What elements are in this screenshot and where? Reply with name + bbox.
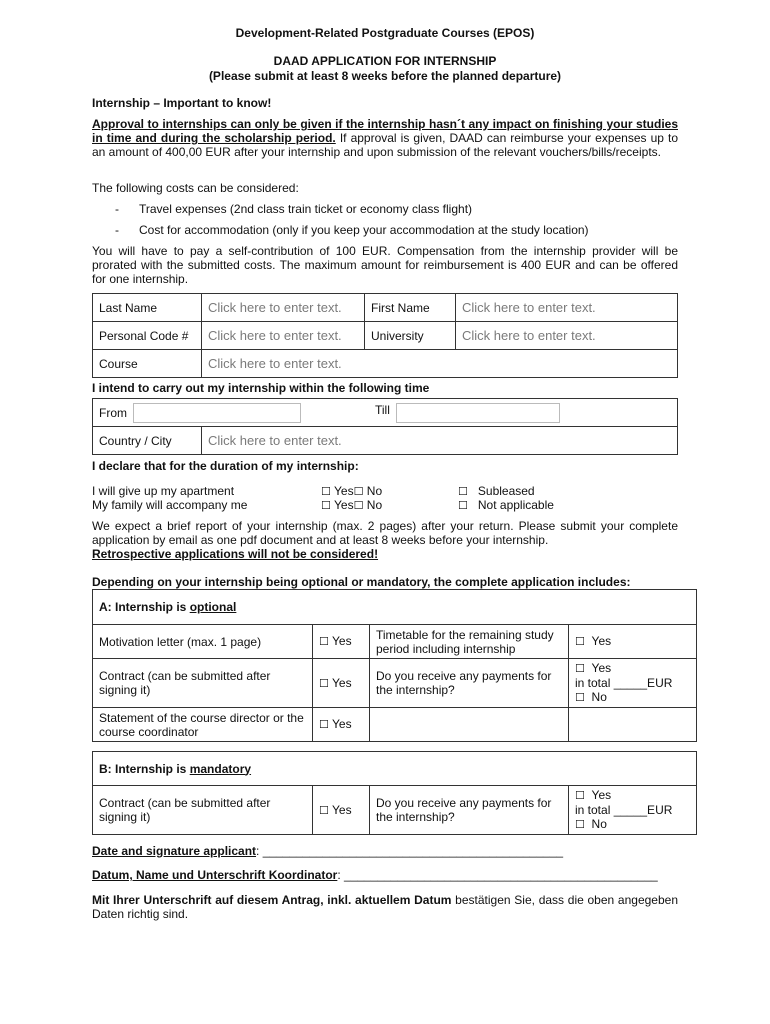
country-city-field[interactable]: Click here to enter text. xyxy=(202,427,678,455)
empty-cell-1 xyxy=(370,708,569,742)
payments-b-yes-label: Yes xyxy=(591,788,612,802)
time-heading: I intend to carry out my internship within the following time xyxy=(92,381,430,395)
family-no-checkbox[interactable]: ☐ xyxy=(353,499,364,512)
report-paragraph: We expect a brief report of your internship (max. 2 pages) after your return. Please submit your complete application by email as one pdf document and at least 8 weeks before your internship. xyxy=(92,519,678,547)
timetable-yes-checkbox[interactable]: ☐ xyxy=(575,635,585,648)
payments-a-no-checkbox[interactable]: ☐ xyxy=(575,691,585,704)
payments-b-no-checkbox[interactable]: ☐ xyxy=(575,818,585,831)
coordinator-signature-row xyxy=(92,868,658,882)
motivation-yes-label: Yes xyxy=(332,634,352,648)
section-b-title xyxy=(93,752,697,786)
motivation-yes-cell xyxy=(313,625,370,659)
contract-a-yes-cell xyxy=(313,659,370,708)
apartment-yes-label: Yes xyxy=(334,484,354,498)
application-heading: Depending on your internship being optional or mandatory, the complete application includes: xyxy=(92,575,631,589)
apartment-label: I will give up my apartment xyxy=(92,484,235,498)
contract-a-yes-label: Yes xyxy=(332,675,352,690)
university-label: University xyxy=(365,322,456,350)
payments-a-no-label: No xyxy=(591,690,607,704)
motivation-yes-checkbox[interactable]: ☐ xyxy=(319,635,329,648)
approval-reimbursement: If approval is given, DAAD can reimburse your expenses up to an amount of 400,00 EUR after your internship and upon submission of the relevant vouchers/bills/receipts. xyxy=(92,131,678,159)
statement-yes-checkbox[interactable]: ☐ xyxy=(319,718,329,731)
statement-yes-label: Yes xyxy=(332,717,352,731)
payments-a-label: Do you receive any payments for the internship? xyxy=(370,659,569,708)
family-yes-checkbox[interactable]: ☐ xyxy=(321,499,331,512)
contract-a-yes-checkbox[interactable]: ☐ xyxy=(319,676,329,690)
from-till-cell xyxy=(93,399,678,427)
cost-bullet-2: - xyxy=(115,223,119,237)
payments-a-yes-label: Yes xyxy=(591,661,612,675)
contract-b-yes-cell xyxy=(313,786,370,835)
program-title: Development-Related Postgraduate Courses (EPOS) xyxy=(235,26,535,40)
approval-paragraph xyxy=(92,117,678,159)
payments-a-total: in total _____EUR xyxy=(575,676,673,690)
statement-label: Statement of the course director or the course coordinator xyxy=(93,708,313,742)
empty-cell-2 xyxy=(569,708,697,742)
family-no-label: No xyxy=(366,498,383,512)
section-b-kind: mandatory xyxy=(189,761,252,776)
form-title: DAAD APPLICATION FOR INTERNSHIP xyxy=(273,54,497,68)
subleased-label: Subleased xyxy=(477,484,535,498)
time-table xyxy=(92,398,678,455)
applicant-signature-row xyxy=(92,844,563,858)
family-label: My family will accompany me xyxy=(92,498,248,512)
till-label: Till xyxy=(375,403,390,417)
contract-b-label: Contract (can be submitted after signing it) xyxy=(93,786,313,835)
apartment-yes-no xyxy=(321,484,382,498)
payments-b-no-label: No xyxy=(591,817,607,831)
last-name-field[interactable]: Click here to enter text. xyxy=(202,294,365,322)
coordinator-signature-label: Datum, Name und Unterschrift Koordinator xyxy=(92,868,338,882)
contract-a-label: Contract (can be submitted after signing it) xyxy=(93,659,313,708)
apartment-no-label: No xyxy=(366,484,383,498)
course-label: Course xyxy=(93,350,202,378)
apartment-no-checkbox[interactable]: ☐ xyxy=(353,485,364,498)
payments-b-total: in total _____EUR xyxy=(575,803,673,817)
apartment-yes-checkbox[interactable]: ☐ xyxy=(321,485,331,498)
from-date-field[interactable] xyxy=(133,403,301,423)
coordinator-signature-line[interactable]: : _______________________________________________ xyxy=(337,868,658,882)
payments-b-options xyxy=(569,786,697,835)
approval-condition: Approval to internships can only be given if the internship hasn´t any impact on finishing your studies in time and during the scholarship period. xyxy=(92,117,678,145)
payments-b-yes-checkbox[interactable]: ☐ xyxy=(575,789,585,802)
section-a-table xyxy=(92,589,697,742)
subleased-option xyxy=(458,484,535,498)
not-applicable-option xyxy=(458,498,554,512)
timetable-label: Timetable for the remaining study period including internship xyxy=(370,625,569,659)
till-date-field[interactable] xyxy=(396,403,560,423)
personal-data-table xyxy=(92,293,678,378)
declare-heading: I declare that for the duration of my internship: xyxy=(92,459,359,473)
contract-b-yes-checkbox[interactable]: ☐ xyxy=(319,803,329,817)
personal-code-field[interactable]: Click here to enter text. xyxy=(202,322,365,350)
intro-heading: Internship – Important to know! xyxy=(92,96,272,110)
first-name-field[interactable]: Click here to enter text. xyxy=(456,294,678,322)
form-subtitle: (Please submit at least 8 weeks before the planned departure) xyxy=(208,69,562,83)
confirmation-rest: bestätigen Sie, dass die oben angegeben Daten richtig sind. xyxy=(92,893,678,921)
cost-item-travel: Travel expenses (2nd class train ticket or economy class flight) xyxy=(139,202,473,216)
university-field[interactable]: Click here to enter text. xyxy=(456,322,678,350)
section-a-kind: optional xyxy=(189,600,237,614)
timetable-yes-cell xyxy=(569,625,697,659)
payments-b-label: Do you receive any payments for the internship? xyxy=(370,786,569,835)
first-name-label: First Name xyxy=(365,294,456,322)
payments-a-options xyxy=(569,659,697,708)
last-name-label: Last Name xyxy=(93,294,202,322)
retrospective-warning: Retrospective applications will not be considered! xyxy=(92,547,379,561)
section-a-title xyxy=(93,590,697,625)
contract-b-yes-label: Yes xyxy=(332,802,352,817)
not-applicable-label: Not applicable xyxy=(477,498,554,512)
from-label: From xyxy=(99,405,127,420)
motivation-label: Motivation letter (max. 1 page) xyxy=(93,625,313,659)
self-contribution-paragraph: You will have to pay a self-contribution of 100 EUR. Compensation from the internship provider will be prorated with the submitted costs. The maximum amount for reimbursement is 400 EUR and can be offered for one internship. xyxy=(92,244,678,286)
applicant-signature-line[interactable]: : _____________________________________________ xyxy=(256,844,564,858)
family-yes-no xyxy=(321,498,382,512)
statement-yes-cell xyxy=(313,708,370,742)
payments-a-yes-checkbox[interactable]: ☐ xyxy=(575,662,585,675)
section-a-prefix: A: Internship is xyxy=(99,600,190,614)
section-b-prefix: B: Internship is xyxy=(99,761,190,776)
costs-intro: The following costs can be considered: xyxy=(92,181,299,195)
family-yes-label: Yes xyxy=(334,498,354,512)
applicant-signature-label: Date and signature applicant xyxy=(92,844,257,858)
country-city-label: Country / City xyxy=(93,427,202,455)
cost-bullet-1: - xyxy=(115,202,119,216)
course-field[interactable]: Click here to enter text. xyxy=(202,350,678,378)
personal-code-label: Personal Code # xyxy=(93,322,202,350)
subleased-checkbox[interactable]: ☐ xyxy=(458,485,468,498)
confirmation-paragraph xyxy=(92,893,678,921)
cost-item-accommodation: Cost for accommodation (only if you keep your accommodation at the study location) xyxy=(139,223,589,237)
not-applicable-checkbox[interactable]: ☐ xyxy=(458,499,468,512)
section-b-table xyxy=(92,751,697,835)
confirmation-bold: Mit Ihrer Unterschrift auf diesem Antrag, inkl. aktuellem Datum xyxy=(92,893,452,907)
timetable-yes-label: Yes xyxy=(591,634,612,648)
